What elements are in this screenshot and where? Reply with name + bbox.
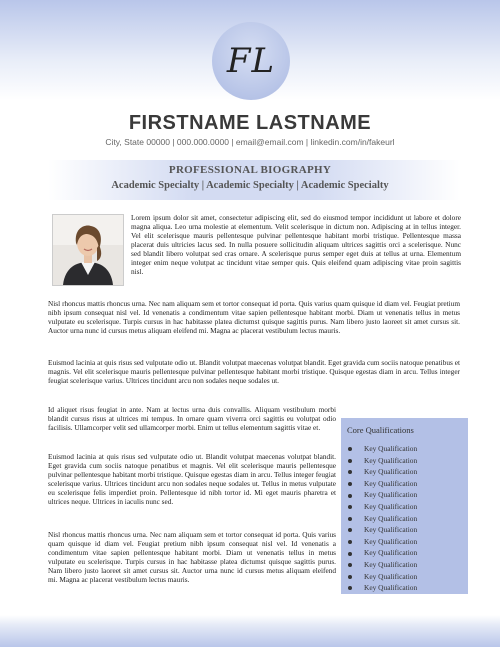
qualification-item: Key Qualification	[348, 478, 417, 490]
qualification-item: Key Qualification	[348, 536, 417, 548]
bio-title: PROFESSIONAL BIOGRAPHY	[168, 164, 332, 176]
bio-paragraph-5: Euismod lacinia at quis risus sed vulputate odio ut. Blandit volutpat maecenas volutpat blandit. Eget gravida cum sociis natoque penatibus et magnis. Vel elit scelerisque mauris pellentesque pulvinar pellentesque habitant morbi tristique. Quisque egestas diam in arcu. Tellus integer feugiat scelerisque varius. Ultrices tincidunt arcu non sodales neque sodales ut. Tellus in metus vulputate eu scelerisque felis imperdiet proin. Pellentesque id nibh tortor id. Mi eget mauris pharetra et ultrices neque. Ultrices in iaculis nunc sed.	[48, 452, 336, 506]
qualification-item: Key Qualification	[348, 501, 417, 513]
core-qualifications-box	[341, 418, 468, 594]
bullet-icon	[348, 528, 352, 532]
qualification-item: Key Qualification	[348, 513, 417, 525]
bullet-icon	[348, 482, 352, 486]
bio-paragraph-4: Id aliquet risus feugiat in ante. Nam at lectus urna duis convallis. Aliquam vestibulum morbi blandit cursus risus at ultrices mi tempus. In ornare quam viverra orci sagittis eu volutpat odio facilisis. Ullamcorper velit sed ullamcorper morbi. Enim ut tellus elementum sagittis vitae et.	[48, 405, 336, 432]
academic-specialty-line: Academic Specialty | Academic Specialty | Academic Specialty	[111, 180, 389, 191]
qualification-item: Key Qualification	[348, 559, 417, 571]
qualification-item: Key Qualification	[348, 547, 417, 559]
footer-gradient-band	[0, 615, 500, 647]
monogram-badge	[212, 22, 290, 100]
bio-paragraph-3: Euismod lacinia at quis risus sed vulputate odio ut. Blandit volutpat maecenas volutpat blandit. Eget gravida cum sociis natoque penatibus et magnis. Vel elit scelerisque mauris pellentesque pulvinar pellentesque habitant morbi tristique. Quisque egestas diam in arcu. Tellus integer feugiat scelerisque varius. Ultrices tincidunt arcu non sodales neque sodales ut.	[48, 358, 460, 385]
bullet-icon	[348, 586, 352, 590]
qualification-item: Key Qualification	[348, 443, 417, 455]
bullet-icon	[348, 459, 352, 463]
core-qualifications-title: Core Qualifications	[347, 425, 414, 435]
profile-photo	[52, 214, 124, 286]
bullet-icon	[348, 517, 352, 521]
bullet-icon	[348, 575, 352, 579]
qualification-list	[348, 443, 417, 594]
profile-photo-illustration	[53, 215, 123, 285]
qualification-item: Key Qualification	[348, 466, 417, 478]
candidate-name: FIRSTNAME LASTNAME	[128, 112, 372, 134]
bio-paragraph-6: Nisl rhoncus mattis rhoncus urna. Nec nam aliquam sem et tortor consequat id porta. Quis varius quam quisque id diam vel. Feugiat pretium nibh ipsum consequat nisl vel. Id venenatis a condimentum vitae sapien pellentesque habitant morbi. Diam ut venenatis tellus in metus vulputate eu scelerisque. Turpis cursus in hac habitasse platea dictumst quisque sagittis purus. Nam libero justo laoreet sit amet cursus sit. Auctor urna nunc id cursus metus aliquam eleifend mi. Magna ac placerat vestibulum lectus mauris.	[48, 530, 336, 584]
qualification-item: Key Qualification	[348, 524, 417, 536]
bullet-icon	[348, 470, 352, 474]
qualification-item: Key Qualification	[348, 582, 417, 594]
bullet-icon	[348, 540, 352, 544]
qualification-item: Key Qualification	[348, 489, 417, 501]
bio-paragraph-1: Lorem ipsum dolor sit amet, consectetur adipiscing elit, sed do eiusmod tempor incididunt ut labore et dolore magna aliqua. Leo urna molestie at elementum. Velit scelerisque in dictum non. Adipiscing at in tellus integer. Vel elit scelerisque mauris pellentesque pulvinar pellentesque habitant morbi tristique. Pellentesque massa placerat duis ultricies lacus sed. In nulla posuere sollicitudin aliquam ultrices sagittis orci a scelerisque. Nunc sed blandit libero volutpat sed cras ornare. A scelerisque purus semper eget duis at tellus at urna. Elementum integer enim neque volutpat ac tincidunt vitae semper quis. Quis eleifend quam adipiscing vitae proin sagittis nisl.	[131, 213, 461, 276]
qualification-item: Key Qualification	[348, 571, 417, 583]
bullet-icon	[348, 505, 352, 509]
bio-paragraph-2: Nisl rhoncus mattis rhoncus urna. Nec nam aliquam sem et tortor consequat id porta. Quis varius quam quisque id diam vel. Feugiat pretium nibh ipsum consequat nisl vel. Id venenatis a condimentum vitae sapien pellentesque habitant morbi. Diam ut venenatis tellus in metus vulputate eu scelerisque. Turpis cursus in hac habitasse platea dictumst quisque sagittis purus. Nam libero justo laoreet sit amet cursus sit. Auctor urna nunc id cursus metus aliquam eleifend mi. Magna ac placerat vestibulum lectus mauris.	[48, 299, 460, 335]
monogram-text: FL	[226, 41, 276, 81]
contact-line: City, State 00000 | 000.000.0000 | email@email.com | linkedin.com/in/fakeurl	[105, 137, 395, 147]
bullet-icon	[348, 447, 352, 451]
bullet-icon	[348, 552, 352, 556]
bullet-icon	[348, 563, 352, 567]
qualification-item: Key Qualification	[348, 455, 417, 467]
bullet-icon	[348, 494, 352, 498]
